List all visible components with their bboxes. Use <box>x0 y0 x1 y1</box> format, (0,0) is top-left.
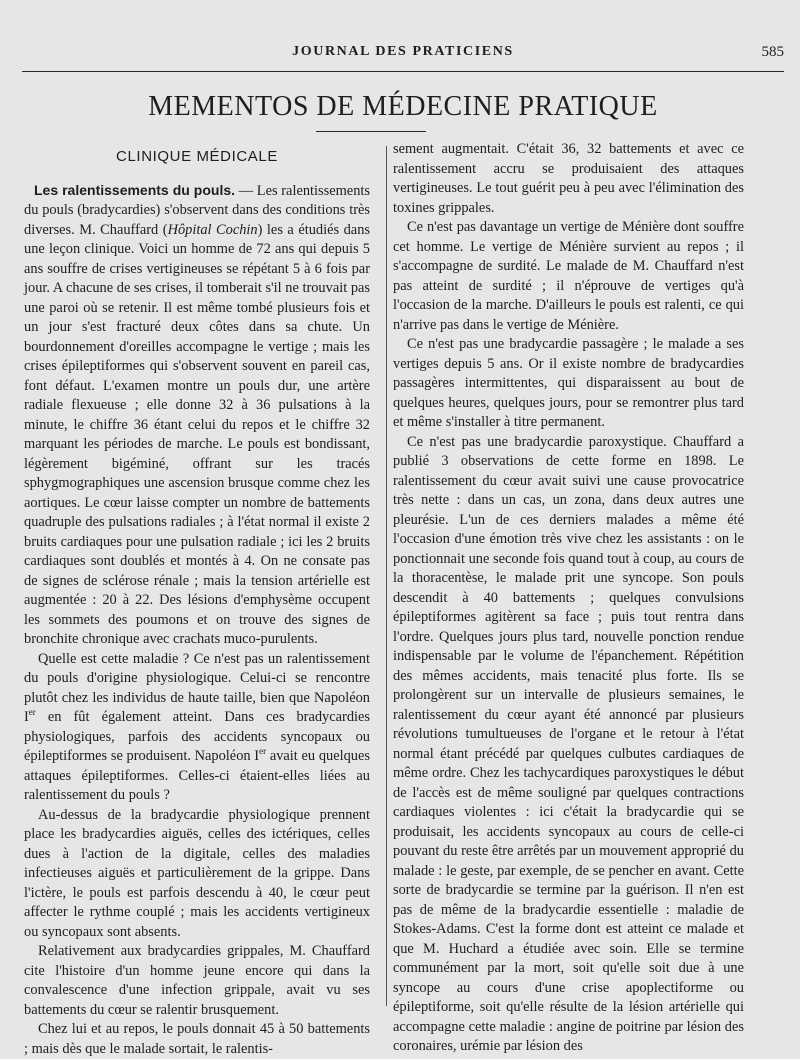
left-column <box>24 140 370 1057</box>
title-rule <box>316 131 426 132</box>
paragraph: Relativement aux bradycardies grippales, M. Chauffard cite l'histoire d'un homme jeune encore qui dans la convalescence d'une infection grippale, avait vu ses battements du cœur se ralentir brusquement. <box>24 943 370 1018</box>
paragraph <box>24 650 370 806</box>
paragraph: Au-dessus de la bradycardie physiologique prennent place les bradycardies aiguës, celles des ictériques, celles dues à l'action de la digitale, celles des maladies infectieuses aiguës et particulièrement de la grippe. Dans l'ictère, le pouls est parfois descendu à 40, le cœur peut affecter le rythme couplé ; mais les accidents vertigineux ou syncopaux sont absents. <box>24 806 370 940</box>
paragraph: Ce n'est pas une bradycardie passagère ; le malade a ses vertiges depuis 5 ans. Or il existe nombre de bradycardies passagères intermittentes, qui disparaissent au bout de quelques heures, quelques jours, pour se remontrer plus tard et même s'installer à titre permanent. <box>393 336 744 430</box>
paragraph-text: ) les a étudiés dans une leçon clinique. Voici un homme de 72 ans qui depuis 5 ans souffre de crises vertigineuses se répétant 5 à 6 fois par jour. A chacune de ses crises, il tomberait s'il ne trouvait pas une paroi où se retenir. Il est même tombé plusieurs fois et un jour s'est fracturé deux côtes dans sa chute. Un bourdonnement d'oreilles accompagne le vertige ; mais les crises épileptiformes qui s'observent souvent en pareil cas, font défaut. L'examen montre un pouls dur, une artère radiale flexueuse ; elle donne 32 à 36 pulsations à la minute, le chiffre 36 étant celui du repos et le chiffre 32 marquant les périodes de marche. Le pouls est bondissant, légèrement bigéminé, offrant sur les tracés sphygmographiques une ascension brusque comme chez les aortiques. Le cœur laisse compter un nombre de battements quadruple des pulsations radiales ; à l'état normal il existe 2 bruits cardiaques pour une pulsation radiale ; ici les 2 bruits cardiaques sont doublés et montés à 4. On ne consate pas de signes de sclérose rénale ; mais la tension artérielle est augmentée : 20 à 22. Des lésions d'emphysème occupent les sommets des poumons et on trouve des signes de bronchite chronique avec crachats muco-purulents. <box>24 221 370 647</box>
paragraph-text: avait eu quelques attaques épileptiformes. Celles-ci étaient-elles liées au ralentissement du pouls ? <box>24 748 370 803</box>
paragraph-text: Quelle est cette maladie ? Ce n'est pas un ralentissement du pouls d'origine physiologique. Celui-ci se rencontre plutôt chez les individus de haute taille, bien que Napoléon I <box>24 650 370 725</box>
paragraph: Ce n'est pas davantage un vertige de Ménière dont souffre cet homme. Le vertige de Ménière survient au repos ; il s'accompagne de surdité. Le malade de M. Chauffard n'est pas atteint de surdité ; il n'éprouve de vertiges qu'à l'occasion de la marche. D'ailleurs le pouls est ralenti, ce qui n'arrive pas dans le vertige de Ménière. <box>393 219 744 333</box>
paragraph <box>24 181 370 650</box>
superscript: er <box>28 707 36 718</box>
topic-heading: Les ralentissements du pouls. <box>34 181 236 198</box>
running-header <box>22 44 784 68</box>
header-rule <box>22 71 784 72</box>
section-title: CLINIQUE MÉDICALE <box>116 148 278 165</box>
right-column <box>393 140 744 1054</box>
paragraph-text: en fût également atteint. Dans ces bradycardies physiologiques, parfois des accidents syncopaux ou épileptiformes se produisent. Napoléon I <box>24 709 370 764</box>
paragraph: Chez lui et au repos, le pouls donnait 45 à 50 battements ; mais dès que le malade sortait, le ralentis- <box>24 1021 370 1057</box>
running-title: JOURNAL DES PRATICIENS <box>292 44 514 59</box>
column-divider <box>386 146 387 1006</box>
page-number: 585 <box>761 44 784 60</box>
main-title: MEMENTOS DE MÉDECINE PRATIQUE <box>148 91 658 122</box>
superscript: er <box>259 746 267 757</box>
paragraph: sement augmentait. C'était 36, 32 battements et avec ce ralentissement accru se produisaient des attaques vertigineuses. Le tout guérit peu à peu avec l'élimination des toxines grippales. <box>393 141 744 216</box>
paragraph: Ce n'est pas une bradycardie paroxystique. Chauffard a publié 3 observations de cette forme en 1898. Le ralentissement du cœur avait suivi une cause provocatrice très nette : dans un cas, un zona, dans deux autres une pleurésie. L'un de ces derniers malades a même été l'occasion d'une émotion très vive chez les assistants : on le ponctionnait une seconde fois quand tout à coup, au cours de la thoracentèse, le malade prit une syncope. Son pouls descendit à 40 battements ; quelques convulsions épileptiformes agitèrent sa face ; puis tout rentra dans l'ordre. Quelques jours plus tard, nouvelle ponction rendue indispensable par le volume de l'épanchement. Répétition des mêmes accidents, mais tenacité plus forte. Ils se prolongèrent sur un intervalle de plusieurs semaines, le ralentissement du cœur ayant été annoncé par plusieurs révolutions tumultueuses de l'organe et le retour à l'état normal étant précédé par quelques culbutes cardiaques de même ordre. Chez les tachycardiques paroxystiques le début de l'accès est de même souligné par quelques contractions cardiaques violentes : ici c'était la bradycardie qui se produisait, les accidents syncopaux au cours de celle-ci pouvant du reste être arrêtés par un mouvement approprié du malade : le geste, par exemple, de se pencher en avant. Cette sorte de bradycardie se termine par la guérison. Il n'en est pas de même de la bradycardie essentielle : maladie de Stokes-Adams. C'est la forme dont est atteint ce malade et que M. Huchard a étudiée avec soin. Elle se termine communément par la mort, soit qu'elle soit due à une syncope au cours d'une crise apoplectiforme ou épileptiforme, soit qu'elle résulte de la lésion artérielle qui accompagne cette maladie : angine de poitrine par lésion des coronaires, urémie par lésion des <box>393 433 744 1054</box>
italic-text: Hôpital Cochin <box>167 221 258 238</box>
paragraph-text: — Les ralentissements du pouls (bradycardies) s'observent dans des conditions très diverses. M. Chauffard ( <box>24 182 370 238</box>
